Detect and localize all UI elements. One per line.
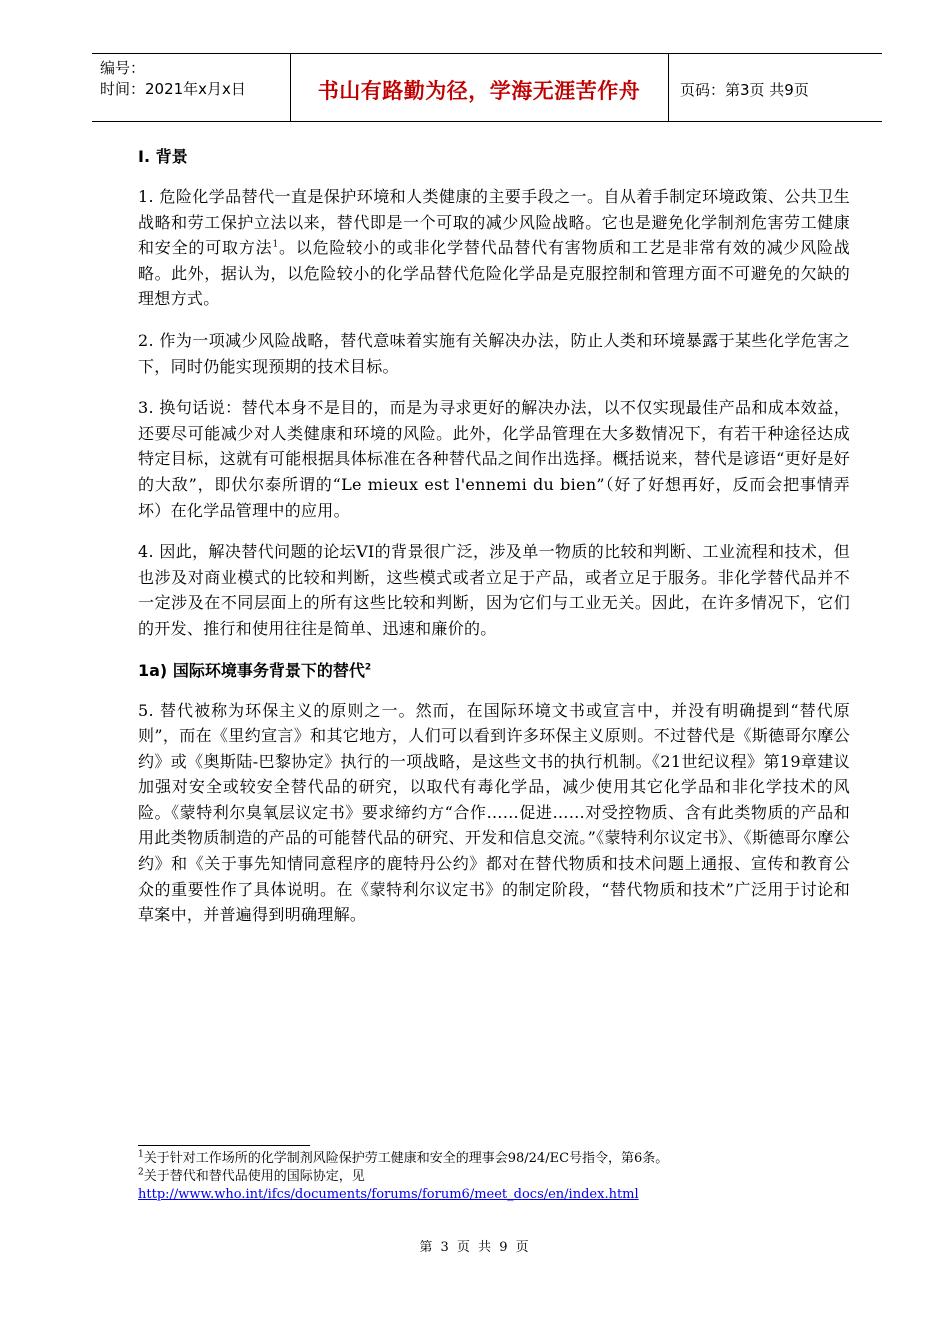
section-heading: I. 背景 bbox=[138, 147, 188, 166]
document-body bbox=[138, 144, 850, 944]
footnote-2 bbox=[138, 1168, 838, 1204]
footnote-rule bbox=[138, 1145, 310, 1146]
footnote-ref-2[interactable]: 2 bbox=[364, 662, 372, 673]
footnote-ref-1[interactable]: 1 bbox=[272, 239, 279, 250]
footnote-2-link[interactable]: http://www.who.int/ifcs/documents/forums/forum6/meet_docs/en/index.html bbox=[138, 1187, 639, 1202]
header-meta bbox=[100, 58, 246, 100]
footnote-1-text: 关于针对工作场所的化学制剂风险保护劳工健康和安全的理事会98/24/EC号指令，第6条。 bbox=[143, 1151, 669, 1166]
footnote-1 bbox=[138, 1150, 838, 1168]
header-divider-right bbox=[668, 53, 669, 121]
paragraph-4: 4. 因此，解决替代问题的论坛VI的背景很广泛，涉及单一物质的比较和判断、工业流程和技术，但也涉及对商业模式的比较和判断，这些模式或者立足于产品，或者立足于服务。非化学替代品并不一定涉及在不同层面上的所有这些比较和判断，因为它们与工业无关。因此，在许多情况下，它们的开发、推行和使用往往是简单、迅速和廉价的。 bbox=[138, 542, 850, 638]
footnotes bbox=[138, 1150, 838, 1204]
footnote-2-number: 2 bbox=[138, 1167, 144, 1178]
paragraph-3: 3. 换句话说：替代本身不是目的，而是为寻求更好的解决办法，以不仅实现最佳产品和成本效益，还要尽可能减少对人类健康和环境的风险。此外，化学品管理在大多数情况下，有若干种途径达成特定目标，这就有可能根据具体标准在各种替代品之间作出选择。概括说来，替代是谚语“更好是好的大敌”，即伏尔泰所谓的“Le mieux est l'ennemi du bien”（好了好想再好，反而会把事情弄坏）在化学品管理中的应用。 bbox=[138, 398, 850, 520]
paragraph-2: 2. 作为一项减少风险战略，替代意味着实施有关解决办法，防止人类和环境暴露于某些化学危害之下，同时仍能实现预期的技术目标。 bbox=[138, 330, 850, 376]
sub-heading bbox=[138, 658, 850, 684]
footnote-1-number: 1 bbox=[138, 1149, 144, 1160]
sub-heading-text: 1a) 国际环境事务背景下的替代 bbox=[138, 660, 365, 680]
header-page-label: 页码：第3页 共9页 bbox=[680, 81, 809, 99]
header-bottom-rule bbox=[92, 121, 882, 122]
header-time-label: 时间：2021年x月x日 bbox=[100, 80, 246, 98]
paragraph-1-part-b: 。以危险较小的或非化学替代品替代有害物质和工艺是非常有效的减少风险战略。此外，据认为，以危险较小的化学品替代危险化学品是克服控制和管理方面不可避免的欠缺的理想方式。 bbox=[138, 238, 850, 309]
page-footer: 第 3 页 共 9 页 bbox=[419, 1240, 531, 1255]
paragraph-1 bbox=[138, 184, 850, 312]
footnote-2-text: 关于替代和替代品使用的国际协定，见 bbox=[143, 1169, 365, 1184]
header-motto: 书山有路勤为径，学海无涯苦作舟 bbox=[317, 79, 641, 103]
paragraph-5: 5. 替代被称为环保主义的原则之一。然而，在国际环境文书或宣言中，并没有明确提到“替代原则”，而在《里约宣言》和其它地方，人们可以看到许多环保主义原则。不过替代是《斯德哥尔摩公约》或《奥斯陆-巴黎协定》执行的一项战略，是这些文书的执行机制。《21世纪议程》第19章建议加强对安全或较安全替代品的研究，以取代有毒化学品，减少使用其它化学品和非化学技术的风险。《蒙特利尔臭氧层议定书》要求缔约方“合作……促进……对受控物质、含有此类物质的产品和用此类物质制造的产品的可能替代品的研究、开发和信息交流。”《蒙特利尔议定书》、《斯德哥尔摩公约》和《关于事先知情同意程序的鹿特丹公约》都对在替代物质和技术问题上通报、宣传和教育公众的重要性作了具体说明。在《蒙特利尔议定书》的制定阶段，“替代物质和技术”广泛用于讨论和草案中，并普遍得到明确理解。 bbox=[138, 700, 850, 925]
header-top-rule bbox=[92, 53, 882, 54]
header-code-label: 编号： bbox=[100, 59, 146, 77]
paragraph-1-part-a: 1. 危险化学品替代一直是保护环境和人类健康的主要手段之一。自从着手制定环境政策、公共卫生战略和劳工保护立法以来，替代即是一个可取的减少风险战略。它也是避免化学制剂危害劳工健康和安全的可取方法 bbox=[138, 187, 850, 258]
